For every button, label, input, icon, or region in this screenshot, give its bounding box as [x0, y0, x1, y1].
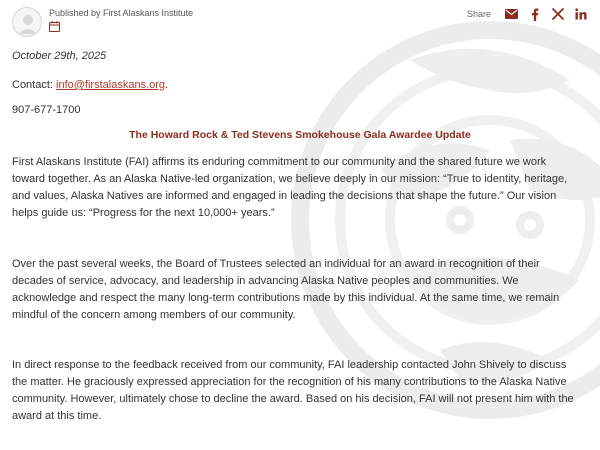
paragraph-commitment: First Alaskans Institute (FAI) affirms its enduring commitment to our community and the shared future we work toward together. As an Alaska Native-led organization, we believe deeply in our mission: “True to identity, heritage, and values, Alaska Natives are informed and engaged in leading the decisions that shape the future.” Our vision helps guide us: “Progress for the next 10,000+ years.”	[12, 156, 568, 219]
publisher-avatar	[12, 7, 42, 37]
x-icon	[552, 8, 564, 20]
article-title: The Howard Rock & Ted Stevens Smokehouse Gala Awardee Update	[129, 129, 471, 141]
contact-line	[12, 79, 168, 91]
share-bar	[467, 7, 588, 21]
publisher-label: Published by First Alaskans Institute	[49, 8, 194, 18]
email-share-button[interactable]	[504, 7, 519, 21]
contact-email-link[interactable]: info@firstalaskans.org	[56, 79, 166, 91]
paragraph-award-selection: Over the past several weeks, the Board of Trustees selected an individual for an award in recognition of their decades of service, advocacy, and leadership in advancing Alaska Native peoples and communities. We acknowledge and respect the many long-term contributions made by this individual. At the same time, we remain mindful of the concern among members of our community.	[12, 258, 560, 321]
facebook-icon	[531, 8, 539, 21]
share-label: Share	[466, 9, 491, 19]
facebook-share-button[interactable]	[527, 7, 542, 21]
x-share-button[interactable]	[550, 7, 565, 21]
paragraph-award-declined: In direct response to the feedback received from our community, FAI leadership contacted John Shively to discuss the matter. He graciously expressed appreciation for the recognition of his many contributions to the Alaska Native community. However, ultimately chose to decline the award. Based on his decision, FAI will not present him with the award at this time.	[12, 359, 574, 422]
email-icon	[505, 9, 518, 19]
linkedin-icon	[575, 8, 587, 20]
calendar-icon	[49, 21, 60, 32]
article-header	[12, 7, 588, 37]
publish-date: October 29th, 2025	[12, 50, 107, 62]
user-placeholder-icon	[13, 8, 42, 37]
contact-suffix: .	[165, 79, 169, 91]
contact-prefix: Contact:	[12, 79, 57, 91]
contact-phone: 907-677-1700	[12, 104, 81, 116]
linkedin-share-button[interactable]	[573, 7, 588, 21]
